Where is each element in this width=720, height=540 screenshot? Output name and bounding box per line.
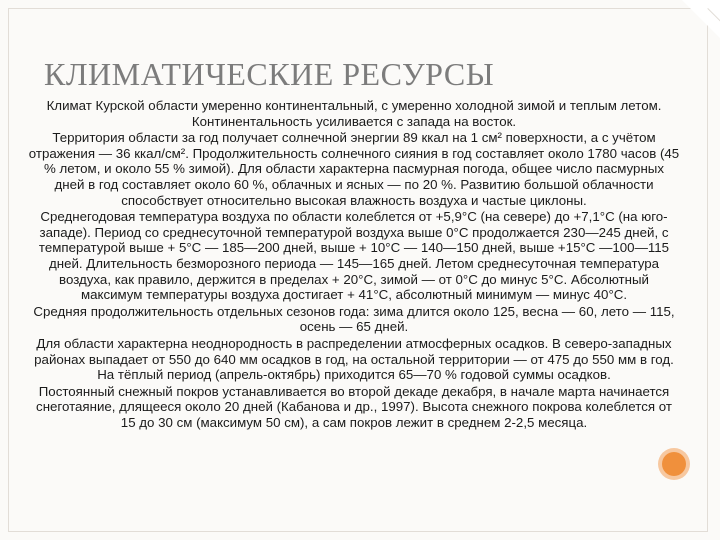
paragraph-snow-cover: Постоянный снежный покров устанавливается во второй декаде декабря, в начале марта начинается снеготаяние, длящееся около 20 дней (Кабанова и др., 1997). Высота снежного покрова колеблется от 15 до 30 см (максимум 50 см), а сам покров лежит в среднем 2-2,5 месяца. — [36, 383, 672, 430]
corner-fold-decoration — [682, 0, 720, 38]
paragraph-solar-energy: Территория области за год получает солнечной энергии 89 ккал на 1 см² поверхности, а с учётом отражения — 36 ккал/см². Продолжительность солнечного сияния в год составляет около 1780 часов (45 % летом, и около 55 % зимой). Для области характерна пасмурная погода, общее число пасмурных дней в год составляет около 60 %, облачных и ясных — по 20 %. Развитию большой облачности способствует относительно высокая влажность воздуха и частые циклоны. — [28, 130, 680, 208]
paragraph-precipitation: Для области характерна неоднородность в распределении атмосферных осадков. В северо-западных районах выпадает от 550 до 640 мм осадков в год, на остальной территории — от 475 до 550 мм в год. На тёплый период (апрель-октябрь) приходится 65—70 % годовой суммы осадков. — [34, 335, 674, 383]
slide-body — [28, 98, 680, 431]
orange-circle-decoration — [662, 452, 686, 476]
paragraph-climate-type: Климат Курской области умеренно континентальный, с умеренно холодной зимой и теплым летом. Континентальность усиливается с запада на восток. — [46, 98, 662, 129]
paragraph-seasons: Средняя продолжительность отдельных сезонов года: зима длится около 125, весна — 60, лето — 115, осень — 65 дней. — [33, 303, 675, 335]
paragraph-temperature: Среднегодовая температура воздуха по области колеблется от +5,9°C (на севере) до +7,1°C (на юго-западе). Период со среднесуточной температурой воздуха выше 0°C продолжается 230—245 дней, с температурой выше + 5°C — 185—200 дней, выше + 10°C — 140—150 дней, выше +15°C —100—115 дней. Длительность безморозного периода — 145—165 дней. Летом среднесуточная температура воздуха, как правило, держится в пределах + 20°C, зимой — от 0°C до минус 5°C. Абсолютный максимум температуры воздуха достигает + 41°C, абсолютный минимум — минус 40°C. — [38, 209, 670, 303]
slide-title: КЛИМАТИЧЕСКИЕ РЕСУРСЫ — [44, 56, 495, 92]
